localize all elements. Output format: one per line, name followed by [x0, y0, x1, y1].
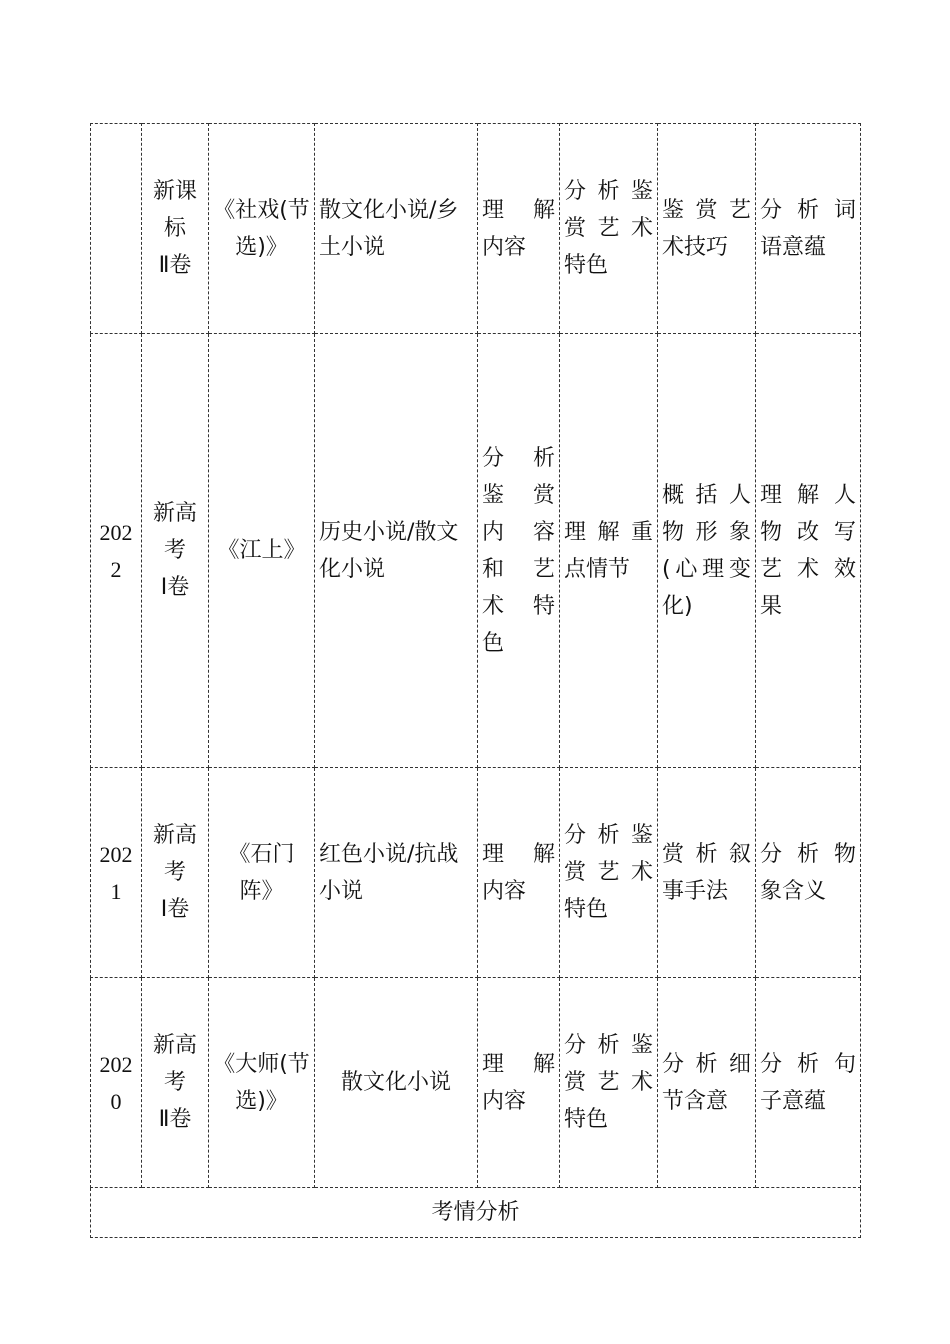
text-title-cell: 《江上》 [209, 334, 315, 768]
text-title-cell: 《大师(节 选)》 [209, 978, 315, 1188]
paper-cell: 新高考 Ⅰ卷 [142, 334, 209, 768]
paper-cell: 新高考 Ⅰ卷 [142, 768, 209, 978]
year-cell: 2020 [91, 978, 142, 1188]
question-2-cell: 分析鉴 赏艺术 特色 [560, 768, 658, 978]
question-2-cell: 理解重 点情节 [560, 334, 658, 768]
genre-cell: 散文化小说 [315, 978, 478, 1188]
question-4-cell: 分析句 子意蕴 [756, 978, 861, 1188]
year-cell [91, 124, 142, 334]
question-3-cell: 概括人 物形象 (心理变 化) [658, 334, 756, 768]
genre-cell: 散文化小说/乡 土小说 [315, 124, 478, 334]
genre-cell: 历史小说/散文 化小说 [315, 334, 478, 768]
table-row [91, 978, 861, 1188]
question-4-cell: 分析词 语意蕴 [756, 124, 861, 334]
question-3-cell: 鉴赏艺 术技巧 [658, 124, 756, 334]
table-footer-row [91, 1188, 861, 1238]
paper-cell: 新高考 Ⅱ卷 [142, 978, 209, 1188]
question-4-cell: 理解人 物改写 艺术效 果 [756, 334, 861, 768]
text-title-cell: 《社戏(节 选)》 [209, 124, 315, 334]
text-title-cell: 《石门 阵》 [209, 768, 315, 978]
question-1-cell: 理 解 内容 [478, 124, 560, 334]
question-1-cell: 理 解 内容 [478, 978, 560, 1188]
table-row [91, 334, 861, 768]
year-cell: 2021 [91, 768, 142, 978]
question-3-cell: 分析细 节含意 [658, 978, 756, 1188]
question-1-cell: 理 解 内容 [478, 768, 560, 978]
question-4-cell: 分析物 象含义 [756, 768, 861, 978]
question-2-cell: 分析鉴 赏艺术 特色 [560, 124, 658, 334]
question-2-cell: 分析鉴 赏艺术 特色 [560, 978, 658, 1188]
question-3-cell: 赏析叙 事手法 [658, 768, 756, 978]
table-row [91, 124, 861, 334]
paper-cell: 新课标 Ⅱ卷 [142, 124, 209, 334]
question-1-cell: 分 析 鉴 赏 内 容 和 艺 术 特 色 [478, 334, 560, 768]
genre-cell: 红色小说/抗战 小说 [315, 768, 478, 978]
year-cell: 2022 [91, 334, 142, 768]
table-row [91, 768, 861, 978]
exam-analysis-table [90, 123, 861, 1238]
section-heading: 考情分析 [91, 1188, 861, 1238]
